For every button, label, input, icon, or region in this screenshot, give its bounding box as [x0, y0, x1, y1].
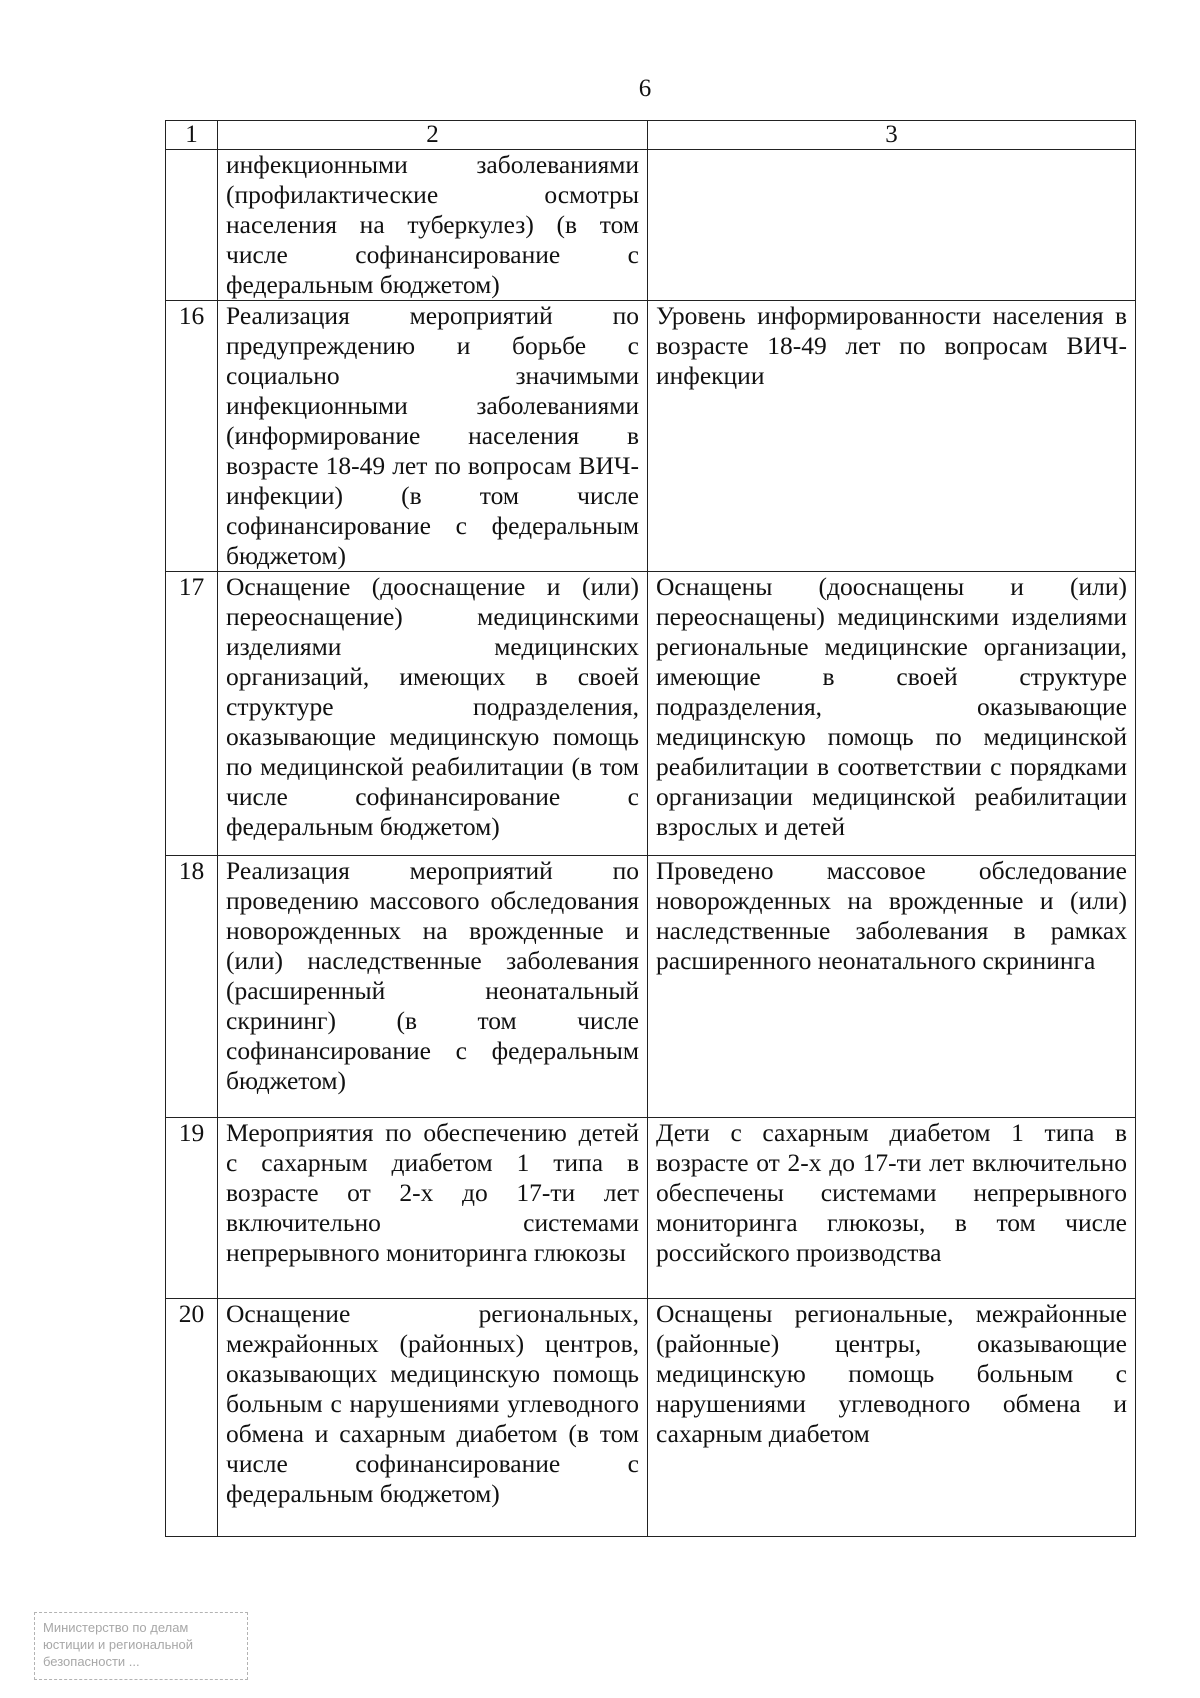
header-col-3: 3 — [648, 121, 1136, 150]
event-cell: Мероприятия по обеспечению детей с сахарным диабетом 1 типа в возрасте от 2-х до 17-ти лет включительно системами непрерывного мониторинга глюкозы — [218, 1118, 648, 1299]
row-number: 19 — [166, 1118, 218, 1299]
result-cell: Дети с сахарным диабетом 1 типа в возрасте от 2-х до 17-ти лет включительно обеспечены системами непрерывного мониторинга глюкозы, в том числе российского производства — [648, 1118, 1136, 1299]
event-cell: Оснащение (дооснащение и (или) переоснащение) медицинскими изделиями медицинских организаций, имеющих в своей структуре подразделения, оказывающие медицинскую помощь по медицинской реабилитации (в том числе софинансирование с федеральным бюджетом) — [218, 572, 648, 856]
event-cell: Реализация мероприятий по предупреждению и борьбе с социально значимыми инфекционными заболеваниями (информирование населения в возрасте 18-49 лет по вопросам ВИЧ-инфекции) (в том числе софинансирование с федеральным бюджетом) — [218, 301, 648, 572]
table-row — [166, 856, 1136, 1118]
measures-table — [165, 120, 1136, 1537]
table-row — [166, 1118, 1136, 1299]
header-col-1: 1 — [166, 121, 218, 150]
row-number: 16 — [166, 301, 218, 572]
row-number — [166, 150, 218, 301]
event-cell: Оснащение региональных, межрайонных (районных) центров, оказывающих медицинскую помощь больным с нарушениями углеводного обмена и сахарным диабетом (в том числе софинансирование с федеральным бюджетом) — [218, 1299, 648, 1537]
table-row — [166, 1299, 1136, 1537]
table-row — [166, 301, 1136, 572]
registration-stamp — [34, 1612, 248, 1680]
row-number: 20 — [166, 1299, 218, 1537]
result-cell: Уровень информированности населения в возрасте 18-49 лет по вопросам ВИЧ-инфекции — [648, 301, 1136, 572]
result-cell — [648, 150, 1136, 301]
result-cell: Оснащены (дооснащены и (или) переоснащены) медицинскими изделиями региональные медицинские организации, имеющие в своей структуре подразделения, оказывающие медицинскую помощь по медицинской реабилитации в соответствии с порядками организации медицинской реабилитации взрослых и детей — [648, 572, 1136, 856]
row-number: 17 — [166, 572, 218, 856]
header-col-2: 2 — [218, 121, 648, 150]
stamp-line: Министерство по делам — [43, 1620, 189, 1635]
event-cell: Реализация мероприятий по проведению массового обследования новорожденных на врожденные и (или) наследственные заболевания (расширенный неонатальный скрининг) (в том числе софинансирование с федеральным бюджетом) — [218, 856, 648, 1118]
event-cell: инфекционными заболеваниями (профилактические осмотры населения на туберкулез) (в том числе софинансирование с федеральным бюджетом) — [218, 150, 648, 301]
row-number: 18 — [166, 856, 218, 1118]
table-row — [166, 150, 1136, 301]
header-row — [166, 121, 1136, 150]
stamp-line: юстиции и региональной — [43, 1637, 194, 1652]
stamp-line: безопасности ... — [43, 1654, 140, 1669]
result-cell: Проведено массовое обследование новорожденных на врожденные и (или) наследственные заболевания в рамках расширенного неонатального скрининга — [648, 856, 1136, 1118]
result-cell: Оснащены региональные, межрайонные (районные) центры, оказывающие медицинскую помощь больным с нарушениями углеводного обмена и сахарным диабетом — [648, 1299, 1136, 1537]
page-number: 6 — [638, 75, 652, 102]
table-row — [166, 572, 1136, 856]
